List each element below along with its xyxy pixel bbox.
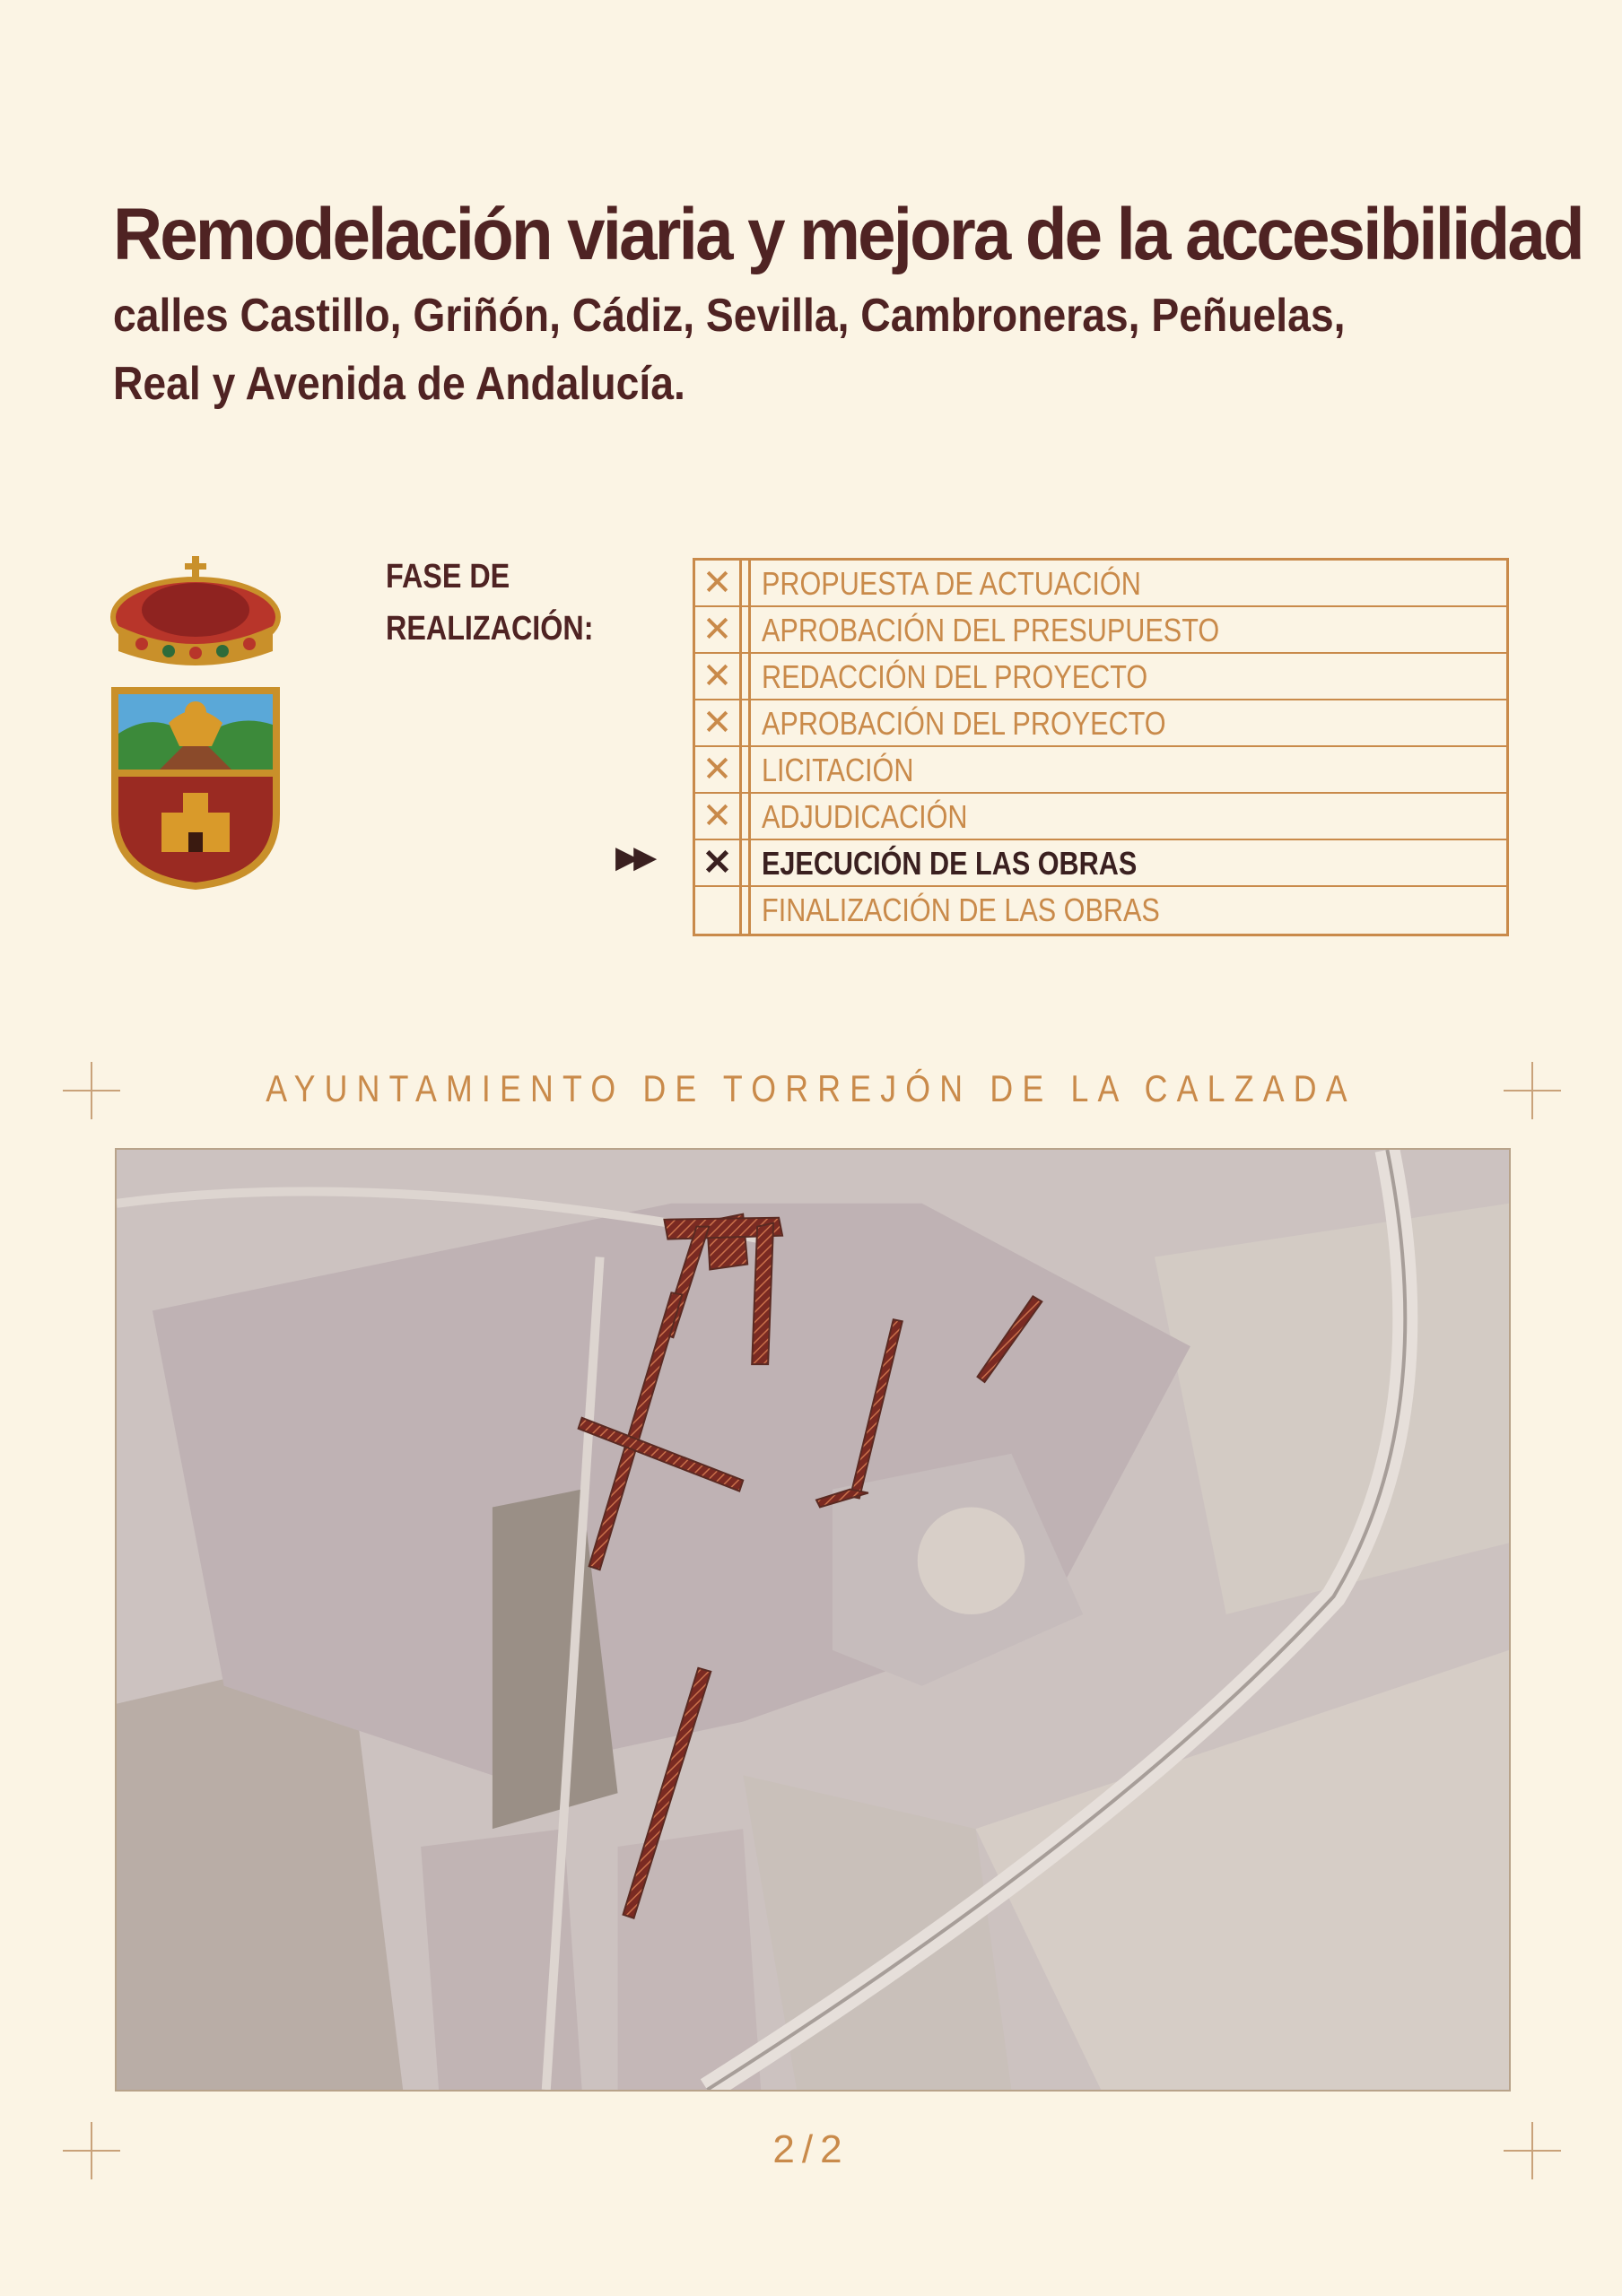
page-title: Remodelación viaria y mejora de la accesibilidad [113, 194, 1583, 275]
phase-row [695, 607, 1506, 654]
page-number: 2/2 [772, 2127, 850, 2171]
phase-label-text: FINALIZACIÓN DE LAS OBRAS [762, 891, 1160, 928]
phase-check-icon: ✕ [695, 561, 742, 605]
organization-name: AYUNTAMIENTO DE TORREJÓN DE LA CALZADA [266, 1067, 1356, 1109]
phase-label-text: APROBACIÓN DEL PRESUPUESTO [762, 612, 1220, 648]
phase-label-text: PROPUESTA DE ACTUACIÓN [762, 565, 1141, 602]
phase-table [693, 558, 1509, 936]
page-subtitle: calles Castillo, Griñón, Cádiz, Sevilla, Cambroneras, Peñuelas, Real y Avenida de Andalucía. [113, 290, 1346, 410]
phase-label-text: REDACCIÓN DEL PROYECTO [762, 658, 1148, 695]
phase-check-icon [695, 887, 742, 934]
phase-check-icon: ✕ [695, 747, 742, 792]
phase-row-current [695, 840, 1506, 887]
crop-mark-icon [63, 1062, 120, 1119]
phase-label-text: LICITACIÓN [762, 752, 914, 788]
phase-row [695, 654, 1506, 700]
phase-label-line1: FASE DE [386, 558, 510, 596]
phase-check-icon: ✕ [695, 700, 742, 745]
crop-mark-icon [1504, 1062, 1561, 1119]
phase-row [695, 700, 1506, 747]
coat-of-arms-icon [106, 554, 285, 895]
phase-row [695, 794, 1506, 840]
phase-check-icon: ✕ [695, 607, 742, 652]
phase-row [695, 747, 1506, 794]
phase-label-text: APROBACIÓN DEL PROYECTO [762, 705, 1166, 742]
phase-label-text: ADJUDICACIÓN [762, 798, 968, 835]
current-phase-arrow-icon: ▶▶ [615, 840, 652, 874]
phase-label-text: EJECUCIÓN DE LAS OBRAS [762, 845, 1138, 882]
phase-label [386, 551, 593, 655]
phase-check-icon: ✕ [695, 794, 742, 839]
phase-row [695, 887, 1506, 934]
phase-row [695, 561, 1506, 607]
aerial-map [115, 1148, 1511, 2092]
phase-label-line2: REALIZACIÓN: [386, 610, 594, 648]
phase-check-icon: ✕ [695, 654, 742, 699]
phase-check-icon: ✕ [695, 840, 742, 885]
